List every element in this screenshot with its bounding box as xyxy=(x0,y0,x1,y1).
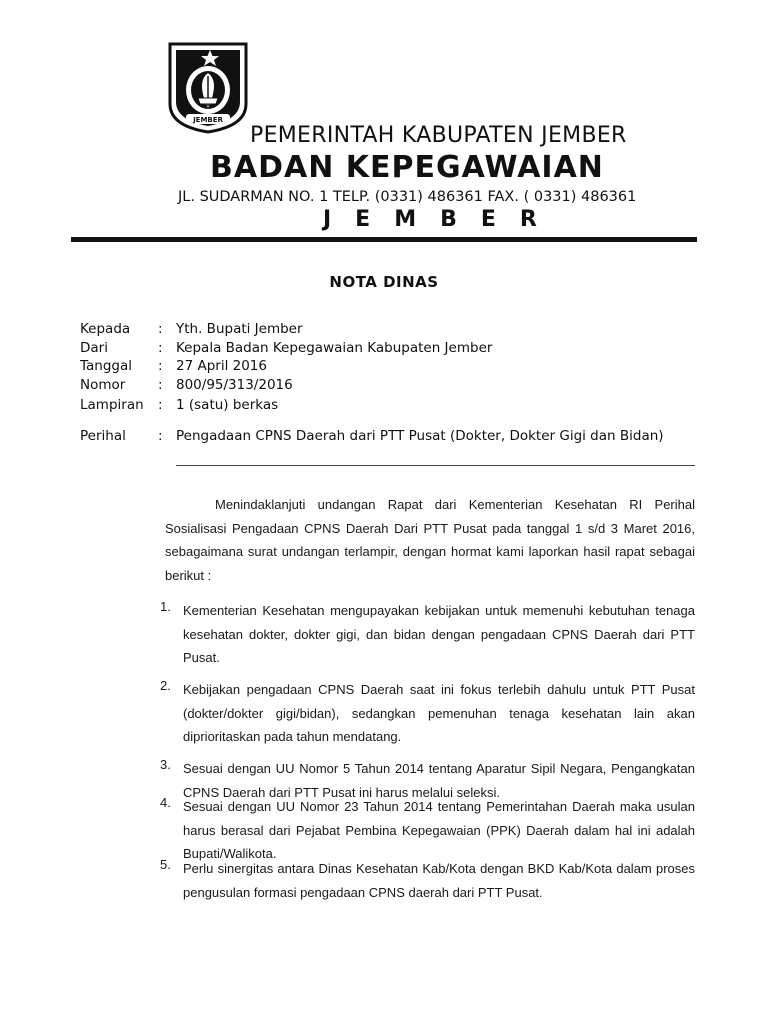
field-label: Lampiran xyxy=(80,397,144,413)
header-divider xyxy=(176,465,695,466)
field-value: 800/95/313/2016 xyxy=(176,377,293,393)
list-item-text: Sesuai dengan UU Nomor 5 Tahun 2014 tentang Aparatur Sipil Negara, Pengangkatan CPNS Daerah dari PTT Pusat ini harus melalui seleksi. xyxy=(183,761,695,800)
svg-text:JEMBER: JEMBER xyxy=(193,116,223,124)
field-label: Nomor xyxy=(80,377,126,393)
list-item-text: Kementerian Kesehatan mengupayakan kebijakan untuk memenuhi kebutuhan tenaga kesehatan dokter, dokter gigi, dan bidan dengan pengadaan CPNS Daerah dari PTT Pusat. xyxy=(183,603,695,665)
field-colon: : xyxy=(158,428,163,444)
field-colon: : xyxy=(158,340,163,356)
list-item-number: 5. xyxy=(160,857,171,872)
field-colon: : xyxy=(158,321,163,337)
field-colon: : xyxy=(158,358,163,374)
list-item-text: Kebijakan pengadaan CPNS Daerah saat ini fokus terlebih dahulu untuk PTT Pusat (dokter/dokter gigi/bidan), sedangkan pemenuhan tenaga kesehatan lain akan diprioritaskan pada tahun mendatang. xyxy=(183,682,695,744)
field-colon: : xyxy=(158,397,163,413)
list-item-number: 2. xyxy=(160,678,171,693)
field-value: Pengadaan CPNS Daerah dari PTT Pusat (Dokter, Dokter Gigi dan Bidan) xyxy=(176,428,664,444)
government-name: PEMERINTAH KABUPATEN JEMBER xyxy=(250,123,627,148)
field-label: Perihal xyxy=(80,428,126,444)
field-value: Yth. Bupati Jember xyxy=(176,321,303,337)
field-colon: : xyxy=(158,377,163,393)
list-item-number: 3. xyxy=(160,757,171,772)
list-item-number: 4. xyxy=(160,795,171,810)
intro-paragraph: Menindaklanjuti undangan Rapat dari Kementerian Kesehatan RI Perihal Sosialisasi Pengadaan CPNS Daerah Dari PTT Pusat pada tanggal 1 s/d 3 Maret 2016, sebagaimana surat undangan terlampir, dengan hormat kami laporkan hasil rapat sebagai berikut : xyxy=(165,497,695,583)
agency-city: JEMBER xyxy=(323,207,561,232)
agency-address: JL. SUDARMAN NO. 1 TELP. (0331) 486361 FAX. ( 0331) 486361 xyxy=(178,189,637,205)
jember-crest-logo xyxy=(168,42,248,134)
list-item-number: 1. xyxy=(160,599,171,614)
document-title: NOTA DINAS xyxy=(329,273,439,291)
field-label: Kepada xyxy=(80,321,131,337)
list-item-text: Perlu sinergitas antara Dinas Kesehatan Kab/Kota dengan BKD Kab/Kota dalam proses pengusulan formasi pengadaan CPNS daerah dari PTT Pusat. xyxy=(183,861,695,900)
field-value: 1 (satu) berkas xyxy=(176,397,279,413)
field-label: Tanggal xyxy=(80,358,133,374)
field-value: Kepala Badan Kepegawaian Kabupaten Jember xyxy=(176,340,493,356)
field-label: Dari xyxy=(80,340,108,356)
letterhead-divider xyxy=(71,237,697,242)
agency-name: BADAN KEPEGAWAIAN xyxy=(210,150,604,185)
list-item-text: Sesuai dengan UU Nomor 23 Tahun 2014 tentang Pemerintahan Daerah maka usulan harus berasal dari Pejabat Pembina Kepegawaian (PPK) Daerah dalam hal ini adalah Bupati/Walikota. xyxy=(183,799,695,861)
field-value: 27 April 2016 xyxy=(176,358,267,374)
